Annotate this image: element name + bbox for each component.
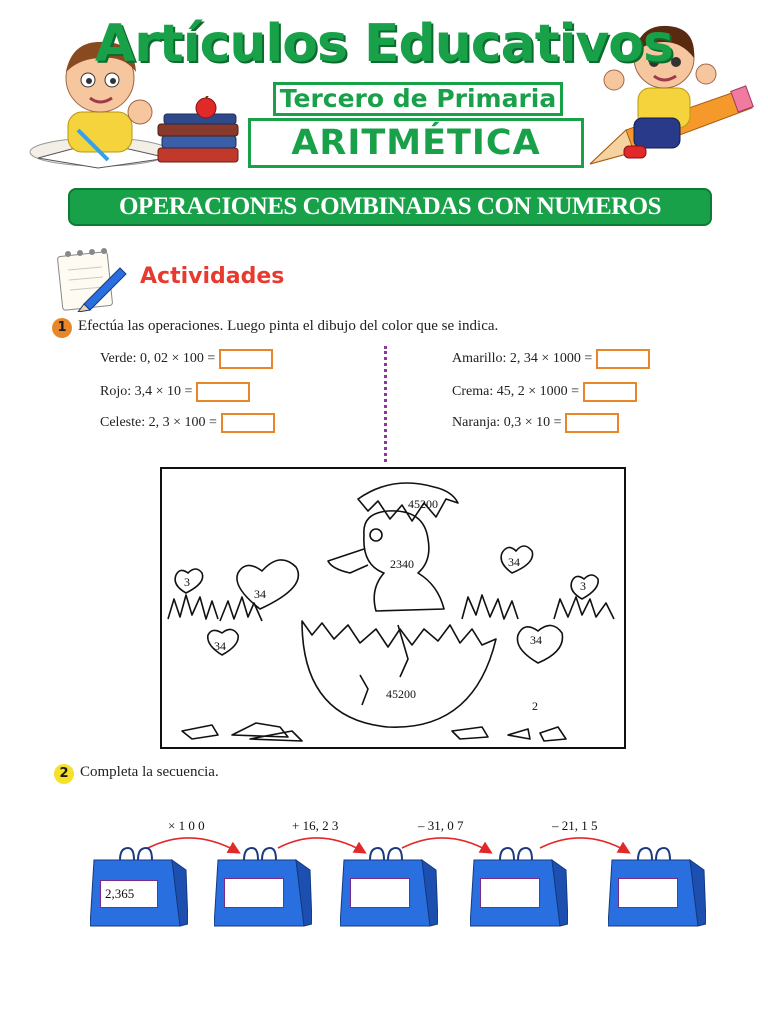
exercise-1-instruction: Efectúa las operaciones. Luego pinta el dibujo del color que se indica. xyxy=(78,318,499,334)
operation-label: Amarillo: 2, 34 × 1000 = xyxy=(452,351,593,366)
sequence-answer-box-4[interactable] xyxy=(618,878,678,908)
grade-label: Tercero de Primaria xyxy=(273,82,563,116)
sequence-bag-3 xyxy=(340,846,438,928)
operation-label: Crema: 45, 2 × 1000 = xyxy=(452,384,579,399)
sequence-operation-1: × 1 0 0 xyxy=(168,818,205,833)
label-heart-small-left-top: 3 xyxy=(184,575,190,589)
exercise-2-badge: 2 xyxy=(54,764,74,784)
operation-row-orange xyxy=(452,413,619,433)
label-heart-center-left: 34 xyxy=(254,587,266,601)
section-title: Actividades xyxy=(140,264,285,289)
sequence-operation-2: + 16, 2 3 xyxy=(292,818,339,833)
notepad-pen-icon xyxy=(54,246,128,312)
label-heart-right-middle: 3 xyxy=(580,579,586,593)
sequence-operation-3: – 31, 0 7 xyxy=(418,818,464,833)
sequence-bag-1 xyxy=(90,846,188,928)
sequence-bag-4 xyxy=(470,846,568,928)
sequence-start-value: 2,365 xyxy=(100,880,158,908)
label-heart-right-bottom: 34 xyxy=(530,633,542,647)
operation-row-green xyxy=(100,349,273,369)
answer-box-yellow[interactable] xyxy=(596,349,650,369)
operation-row-cream xyxy=(452,382,637,402)
books-apple-illustration xyxy=(154,96,244,170)
label-shell-top: 45200 xyxy=(408,497,438,511)
label-heart-right-top: 34 xyxy=(508,555,520,569)
operation-row-light-blue xyxy=(100,413,275,433)
chick-in-egg-drawing xyxy=(162,469,624,747)
site-title: Artículos Educativos xyxy=(95,14,673,74)
sequence-answer-box-1[interactable] xyxy=(224,878,284,908)
column-divider xyxy=(384,346,387,462)
label-heart-small-left-bottom: 34 xyxy=(214,639,226,653)
operation-label: Naranja: 0,3 × 10 = xyxy=(452,415,562,430)
topic-banner: OPERACIONES COMBINADAS CON NUMEROS DECIMALES xyxy=(68,188,712,226)
answer-box-red[interactable] xyxy=(196,382,250,402)
subject-title: ARITMÉTICA xyxy=(248,118,584,168)
sequence-answer-box-2[interactable] xyxy=(350,878,410,908)
operation-label: Verde: 0, 02 × 100 = xyxy=(100,351,216,366)
label-shell-bottom: 45200 xyxy=(386,687,416,701)
answer-box-light-blue[interactable] xyxy=(221,413,275,433)
answer-box-green[interactable] xyxy=(219,349,273,369)
exercise-2-instruction: Completa la secuencia. xyxy=(80,764,219,780)
sequence-bag-2 xyxy=(214,846,312,928)
label-chick-body: 2340 xyxy=(390,557,414,571)
answer-box-cream[interactable] xyxy=(583,382,637,402)
label-ground: 2 xyxy=(532,699,538,713)
exercise-1-badge: 1 xyxy=(52,318,72,338)
sequence-answer-box-3[interactable] xyxy=(480,878,540,908)
operation-row-yellow xyxy=(452,349,650,369)
coloring-picture xyxy=(160,467,626,749)
sequence-bag-5 xyxy=(608,846,706,928)
operation-row-red xyxy=(100,382,250,402)
answer-box-orange[interactable] xyxy=(565,413,619,433)
operation-label: Rojo: 3,4 × 10 = xyxy=(100,384,193,399)
sequence-operation-4: – 21, 1 5 xyxy=(552,818,598,833)
operation-label: Celeste: 2, 3 × 100 = xyxy=(100,415,217,430)
